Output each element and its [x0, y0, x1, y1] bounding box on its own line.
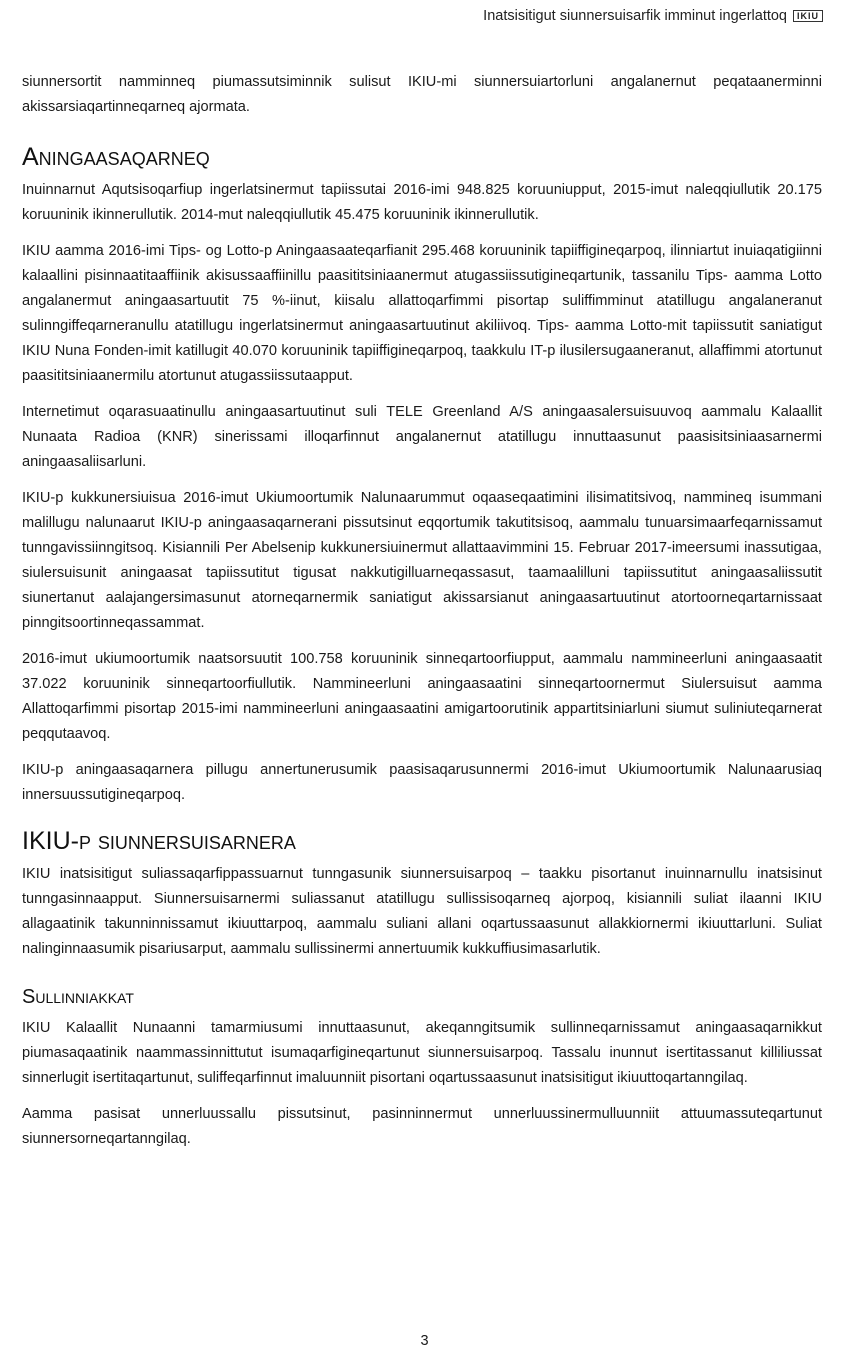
- document-body: [22, 70, 822, 1163]
- paragraph: IKIU-p kukkunersiuisua 2016-imut Ukiumoortumik Nalunaarummut oqaaseqaatimini ilisimatitsivoq, nammineq isummani malillugu nalunaarut IKIU-p aningaasaqarnerani pissutsinut eqqortumik takutitsisoq, aammalu tunuarsimaarfeqarnissamut tunngavissiinngitsoq. Kisiannili Per Abelsenip kukkunersiuinermut allattaavimmini 15. Februar 2017-imeersumi inassutigaa, siulersuisunit aningaasat tapiissutitut tigusat nakkutigilluarneqassasut, taamaalilluni tapiissutitut aningaasaliissutit siunertanut aalajangersimasunut atorneqarnermik saniatigut akissarsianut aningaasartuutinut atortoorneqartarnissaat pinngitsoortinneqassammat.: [22, 490, 822, 631]
- paragraph: IKIU-p aningaasaqarnera pillugu annertunerusumik paasisaqarusunnermi 2016-imut Ukiumoortumik Nalunaarusiaq innersuussutigineqarpoq.: [22, 762, 822, 803]
- paragraph: IKIU inatsisitigut suliassaqarfippassuarnut tunngasunik siunnersuisarpoq – taakku pisortanut inuinnarnullu inatsisinut tunngasinnaapput. Siunnersuisarnermi suliassanut atatillugu sullissisoqarneq ajorpoq, kisiannili suliat ilaanni IKIU allagaatinik takunninnissamut ikiuuttarpoq, aammalu suliani allani oqartussaasunut allakkiornermi ikiuuttarluni. Suliat nalinginnaasumik pisariusarput, aammalu sullissinermi annertuumik kukkuffiusimasarlutik.: [22, 866, 822, 957]
- paragraph: IKIU Kalaallit Nunaanni tamarmiusumi innuttaasunut, akeqanngitsumik sullinneqarnissamut aningaasaqarnikkut piumasaqaatinik naammassinnittutut isumaqarfigineqartunut siunnersuisarpoq. Tassalu inunnut isertitassanut killiliussat sinnerlugit isertitaqartunut, suliffeqarfinnut imaluunniit pisortani oqartussaasunut inatsisitigut ikiuuttoqartanngilaq.: [22, 1020, 822, 1086]
- paragraph: Inuinnarnut Aqutsisoqarfiup ingerlatsinermut tapiissutai 2016-imi 948.825 koruuniupput, 2015-imut naleqqiullutik 20.175 koruuninik ikinnerullutik. 2014-mut naleqqiullutik 45.475 koruuninik ikinnerullutik.: [22, 182, 822, 223]
- ikiu-logo: IKIU: [793, 10, 823, 22]
- section-heading-sullinniakkat: Sullinniakkat: [22, 986, 134, 1008]
- paragraph: Internetimut oqarasuaatinullu aningaasartuutinut suli TELE Greenland A/S aningaasalersuisuuvoq aammalu Kalaallit Nunaata Radioa (KNR) sinerissami illoqarfinnut angalanernut atatillugu innuttaasunut paasisitsiniaasarnermi aningaasaliisarluni.: [22, 404, 822, 470]
- intro-paragraph: siunnersortit namminneq piumassutsiminnik sulisut IKIU-mi siunnersuiartorluni angalanernut peqataanerminni akissarsiaqartinneqarneq ajormata.: [22, 74, 822, 115]
- page-number: 3: [420, 1333, 429, 1349]
- section-heading-aningaasaqarneq: Aningaasaqarneq: [22, 143, 210, 171]
- page-header: [483, 8, 823, 24]
- section-heading-siunnersuisarnera: IKIU-p siunnersuisarnera: [22, 827, 296, 855]
- paragraph: Aamma pasisat unnerluussallu pissutsinut, pasinninnermut unnerluussinermulluunniit attuumassuteqartunut siunnersorneqartanngilaq.: [22, 1106, 822, 1147]
- paragraph: 2016-imut ukiumoortumik naatsorsuutit 100.758 koruuninik sinneqartoorfiupput, aammalu nammineerluni aningaasaatit 37.022 koruuninik sinneqartoorfiullutik. Nammineerluni aningaasaatini sinneqartoornermut Siulersuisut aamma Allattoqarfimmi pisortap 2015-imi nammineerluni aningaasaatini amigartoorutinik appartitsiniarluni siumut suliniuteqarnerat peqqutaavoq.: [22, 651, 822, 742]
- paragraph: IKIU aamma 2016-imi Tips- og Lotto-p Aningaasaateqarfianit 295.468 koruuninik tapiiffigineqarpoq, ilinniartut inuiaqatigiinni kalaallini pisinnaatitaaffiinik akisussaaffiinillu paasititsiniaanermut atugassiissutigineqartunik, tassanilu Tips- aamma Lotto angalanermut aningaasartuutit 75 %-iinut, kiisalu allattoqarfimmi pisortap suliffimminut atatillugu angalaneranut sulinngiffeqarneranullu atatillugu ingerlatsinermut aningaasartuutinut akiliivoq. Tips- aamma Lotto-mit tapiissutit saniatigut IKIU Nuna Fonden-imit katillugit 40.070 koruuninik tapiiffigineqarpoq, taakkulu IT-p ilusilersugaaneranut, allaffimmi atortunut paasititsiniaanermilu atortunut atugassiissutaapput.: [22, 243, 822, 384]
- header-title: Inatsisitigut siunnersuisarfik imminut ingerlattoq: [483, 8, 787, 24]
